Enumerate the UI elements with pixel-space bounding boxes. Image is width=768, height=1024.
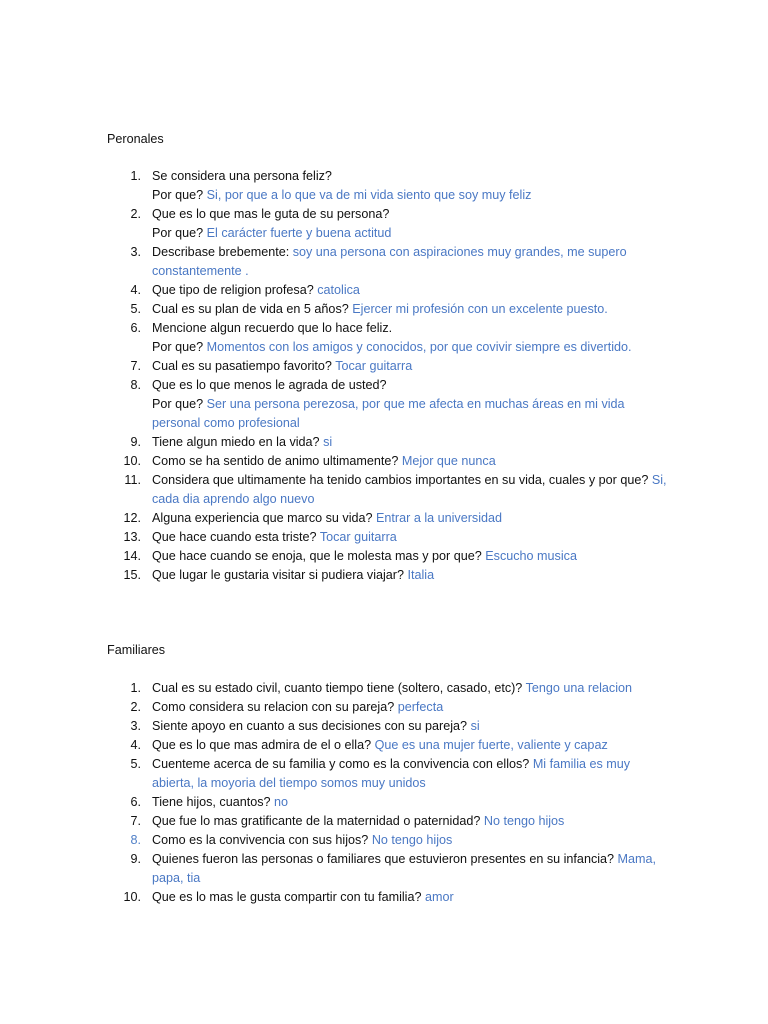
item-number: 8. xyxy=(130,833,141,847)
question-item xyxy=(0,281,768,300)
item-number: 13. xyxy=(123,530,141,544)
question-text: Describase brebemente: xyxy=(152,245,290,259)
answer-text: si xyxy=(323,435,333,449)
item-number: 10. xyxy=(123,890,141,904)
question-text: Tiene algun miedo en la vida? xyxy=(152,435,320,449)
question-text: Considera que ultimamente ha tenido cambios importantes en su vida, cuales y por que? xyxy=(152,473,649,487)
item-number: 10. xyxy=(123,454,141,468)
followup-line xyxy=(152,338,668,357)
question-text: Como es la convivencia con sus hijos? xyxy=(152,833,369,847)
answer-text: Ejercer mi profesión con un excelente puesto. xyxy=(352,302,608,316)
question-item xyxy=(0,471,768,509)
question-item xyxy=(0,793,768,812)
item-number: 15. xyxy=(123,568,141,582)
item-number: 2. xyxy=(130,700,141,714)
item-number: 11. xyxy=(124,473,141,487)
question-text: Que hace cuando esta triste? xyxy=(152,530,317,544)
followup-line xyxy=(152,395,668,433)
question-text: Cual es su plan de vida en 5 años? xyxy=(152,302,349,316)
item-number: 5. xyxy=(130,302,141,316)
item-number: 7. xyxy=(130,359,141,373)
question-text: Que tipo de religion profesa? xyxy=(152,283,314,297)
answer-text: perfecta xyxy=(397,700,444,714)
answer-text: Tocar guitarra xyxy=(319,530,397,544)
item-number: 3. xyxy=(130,245,141,259)
question-text: Cual es su estado civil, cuanto tiempo tiene (soltero, casado, etc)? xyxy=(152,681,523,695)
question-text: Se considera una persona feliz? xyxy=(152,169,332,183)
question-item xyxy=(0,831,768,850)
followup-question: Por que? xyxy=(152,188,204,202)
question-item xyxy=(0,812,768,831)
followup-line xyxy=(152,224,668,243)
section-heading-personales: Peronales xyxy=(107,132,164,146)
answer-text: catolica xyxy=(317,283,360,297)
item-number: 12. xyxy=(123,511,141,525)
followup-question: Por que? xyxy=(152,397,204,411)
question-item xyxy=(0,528,768,547)
question-text: Mencione algun recuerdo que lo hace feliz. xyxy=(152,321,393,335)
item-number: 6. xyxy=(130,795,141,809)
answer-text: Ser una persona perezosa, por que me afecta en muchas áreas en mi vida personal como profesional xyxy=(152,397,625,430)
answer-text: Italia xyxy=(407,568,435,582)
item-number: 8. xyxy=(130,378,141,392)
answer-text: Momentos con los amigos y conocidos, por que covivir siempre es divertido. xyxy=(206,340,632,354)
answer-text: El carácter fuerte y buena actitud xyxy=(206,226,392,240)
answer-text: Si, cada dia aprendo algo nuevo xyxy=(152,473,667,506)
item-number: 5. xyxy=(130,757,141,771)
question-text: Que es lo que menos le agrada de usted? xyxy=(152,378,387,392)
question-item xyxy=(0,243,768,281)
answer-text: Escucho musica xyxy=(485,549,577,563)
answer-text: Tocar guitarra xyxy=(335,359,413,373)
question-item xyxy=(0,376,768,433)
question-item xyxy=(0,547,768,566)
question-item xyxy=(0,717,768,736)
answer-text: Si, por que a lo que va de mi vida siento que soy muy feliz xyxy=(206,188,532,202)
question-text: Alguna experiencia que marco su vida? xyxy=(152,511,373,525)
answer-text: Tengo una relacion xyxy=(525,681,633,695)
question-text: Que es lo que mas admira de el o ella? xyxy=(152,738,372,752)
question-text: Siente apoyo en cuanto a sus decisiones con su pareja? xyxy=(152,719,468,733)
item-number: 3. xyxy=(130,719,141,733)
answer-text: No tengo hijos xyxy=(371,833,453,847)
item-number: 1. xyxy=(130,169,141,183)
question-item xyxy=(0,509,768,528)
question-item xyxy=(0,755,768,793)
question-text: Que fue lo mas gratificante de la maternidad o paternidad? xyxy=(152,814,481,828)
question-text: Cual es su pasatiempo favorito? xyxy=(152,359,332,373)
question-item xyxy=(0,205,768,243)
question-item xyxy=(0,566,768,585)
question-text: Tiene hijos, cuantos? xyxy=(152,795,271,809)
answer-text: Mejor que nunca xyxy=(401,454,496,468)
item-number: 7. xyxy=(130,814,141,828)
answer-text: amor xyxy=(425,890,454,904)
followup-question: Por que? xyxy=(152,226,204,240)
question-item xyxy=(0,679,768,698)
question-text: Quienes fueron las personas o familiares que estuvieron presentes en su infancia? xyxy=(152,852,615,866)
question-list-personales xyxy=(0,167,768,585)
answer-text: Mi familia es muy abierta, la moyoria del tiempo somos muy unidos xyxy=(152,757,631,790)
answer-text: Mama, papa, tia xyxy=(152,852,657,885)
answer-text: si xyxy=(470,719,480,733)
question-item xyxy=(0,888,768,907)
section-heading-familiares: Familiares xyxy=(107,643,166,657)
question-list-familiares xyxy=(0,679,768,907)
item-number: 4. xyxy=(130,738,141,752)
question-text: Cuenteme acerca de su familia y como es la convivencia con ellos? xyxy=(152,757,530,771)
answer-text: No tengo hijos xyxy=(483,814,565,828)
question-text: Que hace cuando se enoja, que le molesta mas y por que? xyxy=(152,549,482,563)
answer-text: soy una persona con aspiraciones muy grandes, me supero constantemente . xyxy=(152,245,627,278)
question-text: Como se ha sentido de animo ultimamente? xyxy=(152,454,399,468)
question-item xyxy=(0,698,768,717)
item-number: 14. xyxy=(123,549,141,563)
answer-text: Entrar a la universidad xyxy=(376,511,503,525)
question-item xyxy=(0,850,768,888)
question-item xyxy=(0,736,768,755)
question-item xyxy=(0,357,768,376)
item-number: 6. xyxy=(130,321,141,335)
item-number: 1. xyxy=(130,681,141,695)
question-text: Que es lo mas le gusta compartir con tu familia? xyxy=(152,890,422,904)
followup-question: Por que? xyxy=(152,340,204,354)
question-item xyxy=(0,319,768,357)
question-item xyxy=(0,300,768,319)
item-number: 4. xyxy=(130,283,141,297)
item-number: 9. xyxy=(130,852,141,866)
followup-line xyxy=(152,186,668,205)
item-number: 2. xyxy=(130,207,141,221)
question-text: Como considera su relacion con su pareja? xyxy=(152,700,395,714)
question-text: Que es lo que mas le guta de su persona? xyxy=(152,207,390,221)
item-number: 9. xyxy=(130,435,141,449)
question-item xyxy=(0,433,768,452)
answer-text: no xyxy=(274,795,289,809)
question-item xyxy=(0,452,768,471)
answer-text: Que es una mujer fuerte, valiente y capaz xyxy=(374,738,608,752)
question-text: Que lugar le gustaria visitar si pudiera viajar? xyxy=(152,568,404,582)
question-item xyxy=(0,167,768,205)
